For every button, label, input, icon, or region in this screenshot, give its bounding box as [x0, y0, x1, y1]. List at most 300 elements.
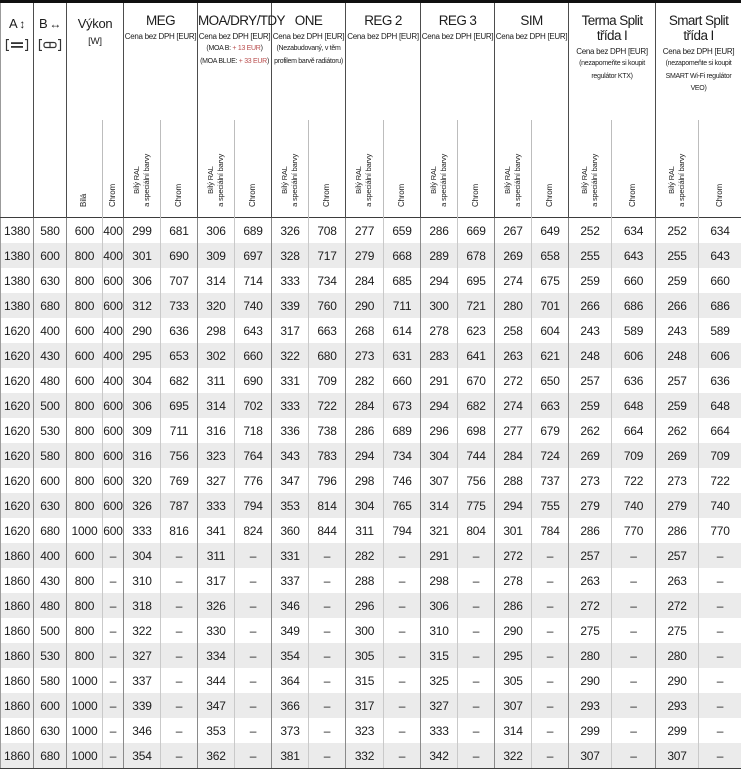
cell-price: 304: [346, 493, 384, 518]
cell-price: 307: [569, 743, 612, 769]
cell-price: –: [384, 718, 421, 743]
cell-power: 800: [67, 443, 103, 468]
cell-width-b: 430: [34, 568, 67, 593]
cell-width-b: 680: [34, 518, 67, 543]
cell-price: 275: [656, 618, 699, 643]
cell-price: 589: [699, 318, 741, 343]
cell-price: 734: [384, 443, 421, 468]
cell-price: 314: [495, 718, 532, 743]
cell-price: –: [458, 743, 495, 769]
cell-price: 294: [421, 268, 458, 293]
cell-price: 267: [495, 218, 532, 244]
subcol-chrom: Chrom: [699, 120, 741, 218]
cell-price: 784: [532, 518, 569, 543]
cell-price: 317: [346, 693, 384, 718]
table-row: [1, 468, 741, 493]
cell-power: 400: [103, 343, 124, 368]
cell-price: 252: [656, 218, 699, 244]
subcol-vykon-chrom: Chrom: [103, 120, 124, 218]
cell-price: 273: [346, 343, 384, 368]
cell-width-b: 580: [34, 443, 67, 468]
cell-price: –: [161, 568, 198, 593]
cell-price: 349: [272, 618, 309, 643]
cell-price: 277: [495, 418, 532, 443]
subcol-chrom: Chrom: [458, 120, 495, 218]
cell-power: 600: [67, 343, 103, 368]
cell-price: 266: [569, 293, 612, 318]
cell-price: 311: [346, 518, 384, 543]
cell-price: –: [699, 593, 741, 618]
cell-price: –: [235, 593, 272, 618]
cell-price: –: [458, 618, 495, 643]
cell-price: 327: [198, 468, 235, 493]
cell-width-b: 430: [34, 343, 67, 368]
subcol-white-ral: Bílý RAL a speciální barvy: [656, 120, 699, 218]
cell-price: –: [235, 718, 272, 743]
cell-price: 273: [656, 468, 699, 493]
cell-price: –: [384, 743, 421, 769]
cell-price: 299: [656, 718, 699, 743]
cell-width-b: 600: [34, 693, 67, 718]
table-row: [1, 318, 741, 343]
cell-power: 600: [103, 518, 124, 543]
cell-price: 740: [699, 493, 741, 518]
cell-price: 660: [384, 368, 421, 393]
cell-price: 331: [272, 543, 309, 568]
cell-power: 600: [67, 543, 103, 568]
table-row: [1, 493, 741, 518]
table-row: [1, 343, 741, 368]
cell-price: 258: [495, 318, 532, 343]
cell-price: 317: [198, 568, 235, 593]
table-body: [1, 218, 741, 769]
table-row: [1, 743, 741, 769]
table-row: [1, 268, 741, 293]
cell-price: 354: [272, 643, 309, 668]
subcol-white-ral: Bílý RAL a speciální barvy: [495, 120, 532, 218]
cell-price: 722: [699, 468, 741, 493]
cell-price: –: [309, 693, 346, 718]
cell-price: –: [384, 668, 421, 693]
cell-price: 318: [124, 593, 161, 618]
cell-price: 346: [272, 593, 309, 618]
cell-price: 320: [124, 468, 161, 493]
cell-price: 296: [421, 418, 458, 443]
cell-price: 787: [161, 493, 198, 518]
cell-price: –: [384, 618, 421, 643]
cell-price: 682: [161, 368, 198, 393]
cell-price: 306: [124, 393, 161, 418]
cell-price: 311: [198, 368, 235, 393]
cell-price: 320: [198, 293, 235, 318]
subcol-white-ral: Bílý RAL a speciální barvy: [569, 120, 612, 218]
cell-price: 658: [532, 243, 569, 268]
cell-height-a: 1620: [1, 318, 34, 343]
horizontal-arrow-icon: ↔: [49, 17, 61, 31]
cell-price: –: [384, 568, 421, 593]
cell-price: 286: [495, 593, 532, 618]
cell-price: 322: [495, 743, 532, 769]
cell-price: –: [699, 668, 741, 693]
cell-price: 738: [309, 418, 346, 443]
cell-price: 274: [495, 268, 532, 293]
cell-price: 314: [421, 493, 458, 518]
cell-price: 243: [656, 318, 699, 343]
cell-price: 327: [421, 693, 458, 718]
cell-price: –: [458, 718, 495, 743]
model-header-sim: SIM Cena bez DPH [EUR]: [495, 2, 569, 121]
subcol-white-ral: Bílý RAL a speciální barvy: [346, 120, 384, 218]
cell-price: 663: [532, 393, 569, 418]
cell-price: –: [161, 718, 198, 743]
cell-price: 670: [458, 368, 495, 393]
cell-price: 347: [198, 693, 235, 718]
cell-price: 279: [656, 493, 699, 518]
cell-power: 1000: [67, 518, 103, 543]
cell-price: –: [235, 543, 272, 568]
model-note: (nezapomeňte si koupit: [656, 59, 741, 68]
cell-price: 734: [309, 268, 346, 293]
cell-price: –: [612, 743, 656, 769]
cell-height-a: 1620: [1, 368, 34, 393]
cell-price: –: [161, 643, 198, 668]
cell-price: 643: [612, 243, 656, 268]
cell-price: 272: [656, 593, 699, 618]
cell-price: 291: [421, 368, 458, 393]
cell-price: 275: [569, 618, 612, 643]
cell-price: 337: [272, 568, 309, 593]
subcol-white-ral: Bílý RAL a speciální barvy: [124, 120, 161, 218]
cell-price: 737: [532, 468, 569, 493]
cell-price: 294: [495, 493, 532, 518]
model-note: (nezapomeňte si koupit: [569, 59, 655, 68]
cell-price: –: [309, 643, 346, 668]
cell-price: 307: [495, 693, 532, 718]
cell-height-a: 1860: [1, 568, 34, 593]
cell-height-a: 1860: [1, 618, 34, 643]
cell-power: –: [103, 643, 124, 668]
cell-price: 675: [532, 268, 569, 293]
vykon-label: Výkon: [67, 16, 123, 31]
cell-price: 298: [421, 568, 458, 593]
cell-power: 800: [67, 593, 103, 618]
cell-price: 722: [309, 393, 346, 418]
cell-price: 756: [161, 443, 198, 468]
cell-width-b: 400: [34, 318, 67, 343]
cell-width-b: 680: [34, 293, 67, 318]
table-header: [1, 2, 741, 218]
cell-price: 702: [235, 393, 272, 418]
cell-price: 273: [569, 468, 612, 493]
cell-price: 606: [699, 343, 741, 368]
cell-price: 288: [495, 468, 532, 493]
cell-price: 714: [235, 268, 272, 293]
cell-price: 314: [198, 393, 235, 418]
cell-price: 648: [699, 393, 741, 418]
cell-price: 326: [124, 493, 161, 518]
cell-price: 333: [272, 393, 309, 418]
table-row: [1, 543, 741, 568]
cell-price: 302: [198, 343, 235, 368]
cell-height-a: 1380: [1, 293, 34, 318]
cell-power: 800: [67, 393, 103, 418]
cell-price: 291: [421, 543, 458, 568]
cell-price: –: [309, 618, 346, 643]
table-row: [1, 593, 741, 618]
cell-price: 296: [346, 593, 384, 618]
cell-price: –: [458, 668, 495, 693]
dim-b-label: B ↔: [34, 16, 66, 31]
cell-price: 366: [272, 693, 309, 718]
cell-height-a: 1380: [1, 243, 34, 268]
cell-price: 643: [699, 243, 741, 268]
cell-price: 711: [384, 293, 421, 318]
col-header-a: [1, 2, 34, 218]
cell-price: 304: [124, 543, 161, 568]
cell-price: 673: [384, 393, 421, 418]
cell-price: 678: [458, 243, 495, 268]
cell-price: 660: [699, 268, 741, 293]
cell-height-a: 1620: [1, 393, 34, 418]
cell-height-a: 1380: [1, 268, 34, 293]
cell-power: 600: [103, 468, 124, 493]
cell-price: –: [161, 668, 198, 693]
cell-price: 301: [495, 518, 532, 543]
model-note: SMART Wi-Fi regulátor: [656, 72, 741, 81]
subcol-chrom: Chrom: [161, 120, 198, 218]
cell-width-b: 530: [34, 418, 67, 443]
cell-price: 255: [569, 243, 612, 268]
model-note: (MOA B: + 13 EUR): [198, 44, 271, 53]
cell-price: 252: [569, 218, 612, 244]
cell-price: 649: [532, 218, 569, 244]
cell-price: 681: [161, 218, 198, 244]
cell-price: 314: [198, 268, 235, 293]
cell-price: –: [699, 693, 741, 718]
cell-price: 769: [161, 468, 198, 493]
cell-price: 323: [198, 443, 235, 468]
model-note: (MOA BLUE: + 33 EUR): [198, 57, 271, 66]
cell-price: –: [532, 693, 569, 718]
cell-power: 400: [103, 218, 124, 244]
cell-price: 347: [272, 468, 309, 493]
cell-price: 794: [384, 518, 421, 543]
cell-height-a: 1860: [1, 543, 34, 568]
cell-power: 1000: [67, 718, 103, 743]
table-row: [1, 643, 741, 668]
subcol-chrom: Chrom: [309, 120, 346, 218]
cell-price: 641: [458, 343, 495, 368]
cell-height-a: 1620: [1, 343, 34, 368]
cell-width-b: 580: [34, 668, 67, 693]
cell-price: 707: [161, 268, 198, 293]
cell-height-a: 1860: [1, 643, 34, 668]
cell-price: 277: [346, 218, 384, 244]
cell-price: 286: [656, 518, 699, 543]
cell-price: 289: [421, 243, 458, 268]
cell-price: 680: [309, 343, 346, 368]
cell-price: 636: [699, 368, 741, 393]
cell-price: 690: [161, 243, 198, 268]
cell-price: 636: [161, 318, 198, 343]
cell-price: 668: [384, 243, 421, 268]
cell-price: 257: [656, 368, 699, 393]
subcol-chrom: Chrom: [532, 120, 569, 218]
cell-price: 278: [495, 568, 532, 593]
cell-price: 746: [384, 468, 421, 493]
cell-price: 764: [235, 443, 272, 468]
cell-price: 298: [346, 468, 384, 493]
cell-power: 800: [67, 468, 103, 493]
cell-price: –: [532, 568, 569, 593]
cell-price: 783: [309, 443, 346, 468]
cell-price: 255: [656, 243, 699, 268]
cell-price: 259: [656, 268, 699, 293]
cell-width-b: 630: [34, 493, 67, 518]
model-header-terma-split: Terma Split třída I Cena bez DPH [EUR] (nezapomeňte si koupit regulátor KTX): [569, 2, 656, 121]
subcol-white-ral: Bílý RAL a speciální barvy: [421, 120, 458, 218]
cell-price: 316: [124, 443, 161, 468]
cell-price: 343: [272, 443, 309, 468]
cell-price: –: [235, 668, 272, 693]
cell-price: 698: [458, 418, 495, 443]
cell-price: 709: [612, 443, 656, 468]
cell-price: 342: [421, 743, 458, 769]
cell-price: 248: [656, 343, 699, 368]
cell-price: –: [612, 668, 656, 693]
cell-price: 330: [198, 618, 235, 643]
cell-price: 689: [384, 418, 421, 443]
cell-price: 634: [699, 218, 741, 244]
cell-power: 400: [103, 368, 124, 393]
subcol-vykon-white: Bílá: [67, 120, 103, 218]
cell-power: –: [103, 693, 124, 718]
header-row-models: [1, 2, 741, 121]
cell-height-a: 1620: [1, 443, 34, 468]
subcol-chrom: Chrom: [612, 120, 656, 218]
cell-power: –: [103, 668, 124, 693]
cell-price: 284: [346, 393, 384, 418]
cell-price: 344: [198, 668, 235, 693]
cell-price: 266: [656, 293, 699, 318]
cell-price: 306: [421, 593, 458, 618]
cell-price: 760: [309, 293, 346, 318]
cell-price: 648: [612, 393, 656, 418]
cell-power: 800: [67, 243, 103, 268]
cell-price: –: [309, 543, 346, 568]
subcol-chrom: Chrom: [235, 120, 272, 218]
cell-price: 243: [569, 318, 612, 343]
dim-a-label: A ↕: [1, 16, 33, 31]
model-header-smart-split: Smart Split třída I Cena bez DPH [EUR] (nezapomeňte si koupit SMART Wi-Fi regulátor VEO): [656, 2, 741, 121]
cell-price: 304: [124, 368, 161, 393]
table-row: [1, 293, 741, 318]
table-row: [1, 243, 741, 268]
cell-price: –: [532, 668, 569, 693]
cell-price: –: [532, 543, 569, 568]
cell-price: 323: [346, 718, 384, 743]
cell-power: 1000: [67, 693, 103, 718]
cell-price: 333: [198, 493, 235, 518]
cell-price: 262: [656, 418, 699, 443]
cell-price: 755: [532, 493, 569, 518]
cell-price: 701: [532, 293, 569, 318]
cell-price: 284: [346, 268, 384, 293]
cell-price: 322: [124, 618, 161, 643]
cell-price: 248: [569, 343, 612, 368]
cell-price: 333: [421, 718, 458, 743]
cell-price: 669: [458, 218, 495, 244]
cell-price: 794: [235, 493, 272, 518]
cell-price: 650: [532, 368, 569, 393]
cell-price: 274: [495, 393, 532, 418]
cell-price: 280: [569, 643, 612, 668]
cell-price: 353: [198, 718, 235, 743]
cell-price: –: [612, 593, 656, 618]
model-header-meg: MEG Cena bez DPH [EUR]: [124, 2, 198, 121]
cell-price: 682: [458, 393, 495, 418]
table-row: [1, 393, 741, 418]
cell-price: 257: [569, 368, 612, 393]
cell-price: 814: [309, 493, 346, 518]
cell-power: –: [103, 593, 124, 618]
cell-price: 311: [198, 543, 235, 568]
cell-price: 286: [346, 418, 384, 443]
cell-price: 300: [346, 618, 384, 643]
cell-price: 804: [458, 518, 495, 543]
cell-price: 643: [235, 318, 272, 343]
cell-price: 282: [346, 543, 384, 568]
cell-price: 685: [384, 268, 421, 293]
cell-power: 800: [67, 493, 103, 518]
cell-price: 269: [569, 443, 612, 468]
cell-price: 305: [346, 643, 384, 668]
subcol-chrom: Chrom: [384, 120, 421, 218]
cell-price: 334: [198, 643, 235, 668]
cell-price: –: [699, 718, 741, 743]
cell-price: 621: [532, 343, 569, 368]
cell-price: –: [235, 618, 272, 643]
cell-power: 800: [67, 643, 103, 668]
cell-price: 664: [612, 418, 656, 443]
table-row: [1, 668, 741, 693]
cell-width-b: 580: [34, 218, 67, 244]
cell-price: 722: [612, 468, 656, 493]
cell-price: 733: [161, 293, 198, 318]
col-header-vykon: [67, 2, 124, 121]
cell-price: –: [458, 593, 495, 618]
cell-price: –: [532, 718, 569, 743]
cell-price: –: [458, 693, 495, 718]
cell-height-a: 1620: [1, 468, 34, 493]
cell-price: –: [532, 743, 569, 769]
cell-price: 718: [235, 418, 272, 443]
cell-price: 776: [235, 468, 272, 493]
cell-power: 600: [103, 443, 124, 468]
cell-price: 293: [656, 693, 699, 718]
cell-price: 272: [495, 368, 532, 393]
cell-price: 315: [346, 668, 384, 693]
cell-price: –: [458, 568, 495, 593]
cell-power: 600: [103, 493, 124, 518]
cell-price: 690: [235, 368, 272, 393]
cell-power: 600: [67, 318, 103, 343]
cell-price: 309: [198, 243, 235, 268]
cell-width-b: 630: [34, 268, 67, 293]
cell-price: 312: [124, 293, 161, 318]
cell-power: –: [103, 718, 124, 743]
cell-width-b: 630: [34, 718, 67, 743]
